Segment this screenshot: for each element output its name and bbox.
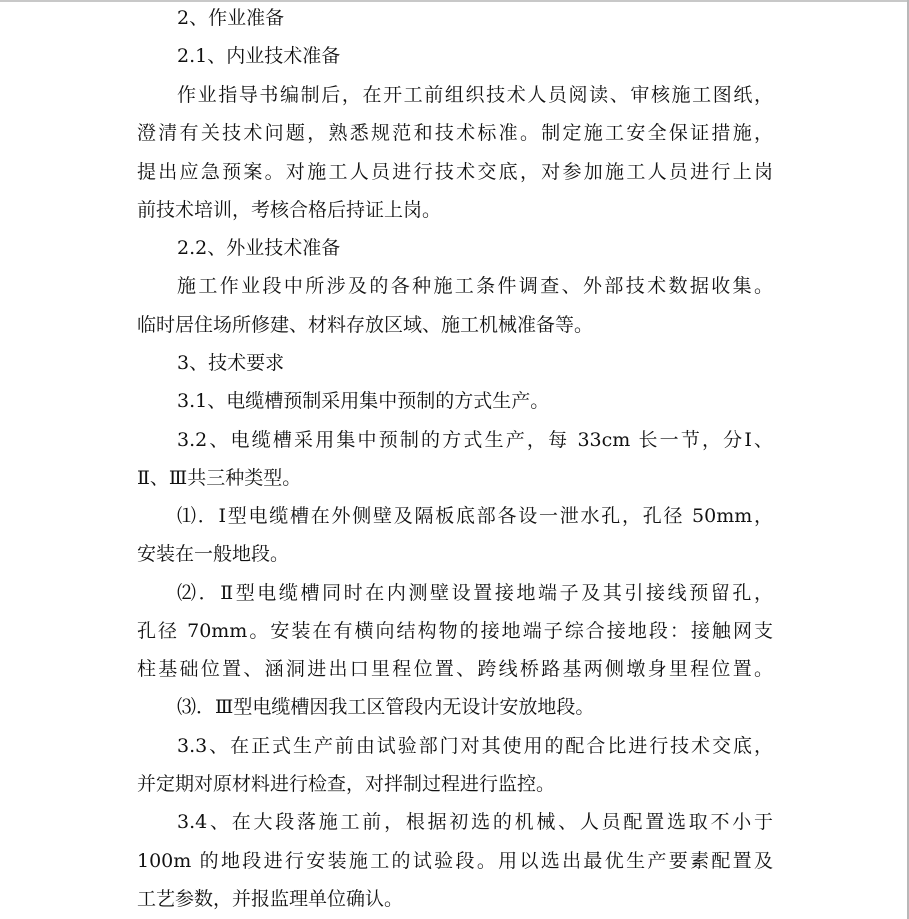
list-item-type-1: ⑴．Ⅰ型电缆槽在外侧壁及隔板底部各设一泄水孔，孔径 50mm， bbox=[177, 505, 773, 527]
paragraph-line: 3.3、在正式生产前由试验部门对其使用的配合比进行技术交底， bbox=[177, 735, 773, 757]
paragraph-line: 安装在一般地段。 bbox=[137, 543, 290, 565]
paragraph-line: 3.4、在大段落施工前，根据初选的机械、人员配置选取不小于 bbox=[177, 811, 773, 833]
heading-section-3-1: 3.1、电缆槽预制采用集中预制的方式生产。 bbox=[177, 390, 550, 412]
list-item-type-2: ⑵．Ⅱ型电缆槽同时在内测壁设置接地端子及其引接线预留孔， bbox=[177, 582, 773, 604]
paragraph-line: 孔径 70mm。安装在有横向结构物的接地端子综合接地段：接触网支 bbox=[137, 620, 773, 642]
paragraph-line: 澄清有关技术问题，熟悉规范和技术标准。制定施工安全保证措施， bbox=[137, 122, 773, 144]
heading-section-3: 3、技术要求 bbox=[177, 352, 285, 374]
paragraph-line: 临时居住场所修建、材料存放区域、施工机械准备等。 bbox=[137, 314, 594, 336]
heading-section-2: 2、作业准备 bbox=[177, 7, 285, 29]
paragraph-line: 工艺参数，并报监理单位确认。 bbox=[137, 888, 404, 910]
paragraph-line: 提出应急预案。对施工人员进行技术交底，对参加施工人员进行上岗 bbox=[137, 161, 773, 183]
paragraph-line: 前技术培训，考核合格后持证上岗。 bbox=[137, 199, 442, 221]
paragraph-line: 施工作业段中所涉及的各种施工条件调查、外部技术数据收集。 bbox=[177, 275, 773, 297]
paragraph-line: 100m 的地段进行安装施工的试验段。用以选出最优生产要素配置及 bbox=[137, 850, 773, 872]
paragraph-line: 作业指导书编制后，在开工前组织技术人员阅读、审核施工图纸， bbox=[177, 84, 773, 106]
paragraph-line: 3.2、电缆槽采用集中预制的方式生产，每 33cm 长一节，分Ⅰ、 bbox=[177, 429, 773, 451]
heading-section-2-2: 2.2、外业技术准备 bbox=[177, 237, 341, 259]
heading-section-2-1: 2.1、内业技术准备 bbox=[177, 45, 341, 67]
window-top-border bbox=[0, 0, 909, 2]
list-item-type-3: ⑶．Ⅲ型电缆槽因我工区管段内无设计安放地段。 bbox=[177, 696, 595, 718]
paragraph-line: 柱基础位置、涵洞进出口里程位置、跨线桥路基两侧墩身里程位置。 bbox=[137, 658, 773, 680]
paragraph-line: 并定期对原材料进行检查，对拌制过程进行监控。 bbox=[137, 773, 556, 795]
paragraph-line: Ⅱ、Ⅲ共三种类型。 bbox=[137, 467, 302, 489]
